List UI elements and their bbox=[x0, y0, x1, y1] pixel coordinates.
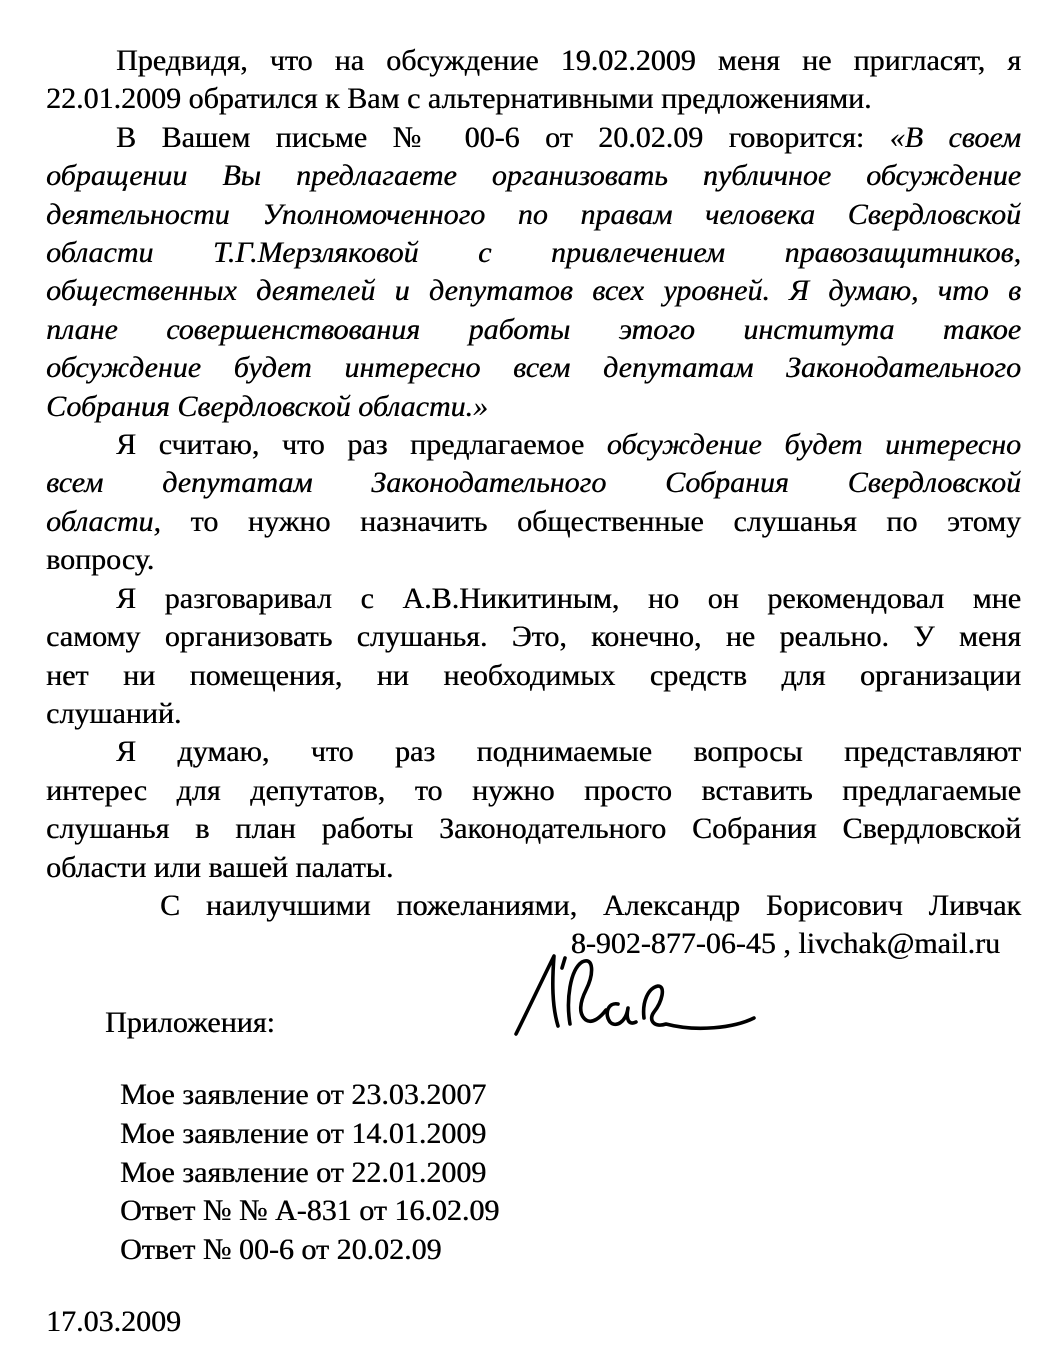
letter-line bbox=[46, 772, 1021, 810]
letter-line bbox=[46, 618, 1021, 656]
letter-line bbox=[46, 733, 1021, 771]
attachments-list bbox=[120, 1076, 980, 1270]
letter-line bbox=[46, 157, 1021, 195]
letter-body bbox=[46, 42, 1021, 964]
letter-line bbox=[46, 349, 1021, 387]
text-segment: «В своем bbox=[889, 120, 1021, 154]
text-segment: В Вашем письме № 00-6 от 20.02.09 говорится: bbox=[116, 120, 890, 154]
letter-line bbox=[46, 196, 1021, 234]
letter-line bbox=[46, 657, 1021, 695]
text-segment: Я разговаривал с А.В.Никитиным, но он рекомендовал мне bbox=[116, 581, 1021, 615]
text-segment: деятельности Уполномоченного по правам человека Свердловской bbox=[46, 197, 1021, 231]
letter-line bbox=[46, 580, 1021, 618]
closing-line bbox=[46, 887, 1021, 925]
letter-line bbox=[46, 541, 1021, 579]
text-segment: слушаний. bbox=[46, 696, 182, 730]
text-segment: обсуждение будет интересно bbox=[606, 428, 1021, 462]
text-segment: интерес для депутатов, то нужно просто вставить предлагаемые bbox=[46, 773, 1021, 807]
letter-line bbox=[46, 810, 1021, 848]
text-segment: области Т.Г.Мерзляковой с привлечением правозащитников, bbox=[46, 236, 1021, 270]
text-segment: общественных деятелей и депутатов всех уровней. Я думаю, что в bbox=[46, 274, 1021, 308]
letter-line bbox=[46, 426, 1021, 464]
text-segment: то нужно назначить общественные слушанья по этому bbox=[160, 504, 1021, 538]
text-segment: самому организовать слушанья. Это, конечно, не реально. У меня bbox=[46, 620, 1021, 654]
text-segment: нет ни помещения, ни необходимых средств для организации bbox=[46, 658, 1021, 692]
letter-line bbox=[46, 849, 1021, 887]
attachment-item: Мое заявление от 22.01.2009 bbox=[120, 1155, 487, 1189]
attachments-heading: Приложения: bbox=[105, 1006, 275, 1039]
letter-line bbox=[46, 503, 1021, 541]
attachment-item: Ответ № 00-6 от 20.02.09 bbox=[120, 1233, 442, 1267]
letter-date: 17.03.2009 bbox=[46, 1305, 181, 1338]
letter-line bbox=[46, 695, 1021, 733]
attachment-item: Ответ № № А-831 от 16.02.09 bbox=[120, 1194, 500, 1228]
text-segment: области или вашей палаты. bbox=[46, 850, 394, 884]
text-segment: обсуждение будет интересно всем депутатам Законодательного bbox=[46, 351, 1021, 385]
letter-line bbox=[46, 42, 1021, 80]
handwritten-signature-icon bbox=[510, 948, 760, 1043]
letter-line bbox=[46, 311, 1021, 349]
letter-line bbox=[46, 388, 1021, 426]
text-segment: 8-902-877-06-45 , livchak@mail.ru bbox=[570, 927, 1000, 961]
text-segment: 22.01.2009 обратился к Вам с альтернативными предложениями. bbox=[46, 82, 872, 116]
letter-line bbox=[46, 464, 1021, 502]
text-segment: области, bbox=[46, 504, 161, 538]
letter-line bbox=[46, 80, 1021, 118]
text-segment: Предвидя, что на обсуждение 19.02.2009 меня не пригласят, я bbox=[116, 44, 1021, 77]
text-segment: вопросу. bbox=[46, 543, 155, 577]
text-segment: Я считаю, что раз предлагаемое bbox=[116, 428, 607, 462]
letter-line bbox=[46, 119, 1021, 157]
text-segment: Собрания Свердловской области.» bbox=[46, 389, 489, 423]
letter-line bbox=[46, 234, 1021, 272]
text-segment: всем депутатам Законодательного Собрания Свердловской bbox=[46, 466, 1021, 500]
text-segment: слушанья в план работы Законодательного Собрания Свердловской bbox=[46, 812, 1021, 846]
text-segment: Я думаю, что раз поднимаемые вопросы представляют bbox=[116, 735, 1021, 769]
attachment-item: Мое заявление от 14.01.2009 bbox=[120, 1116, 487, 1150]
text-segment: плане совершенствования работы этого института такое bbox=[46, 312, 1021, 346]
text-segment: С наилучшими пожеланиями, Александр Борисович Ливчак bbox=[160, 888, 1021, 922]
letter-line bbox=[46, 272, 1021, 310]
text-segment: обращении Вы предлагаете организовать публичное обсуждение bbox=[46, 159, 1021, 193]
attachment-item: Мое заявление от 23.03.2007 bbox=[120, 1078, 487, 1111]
